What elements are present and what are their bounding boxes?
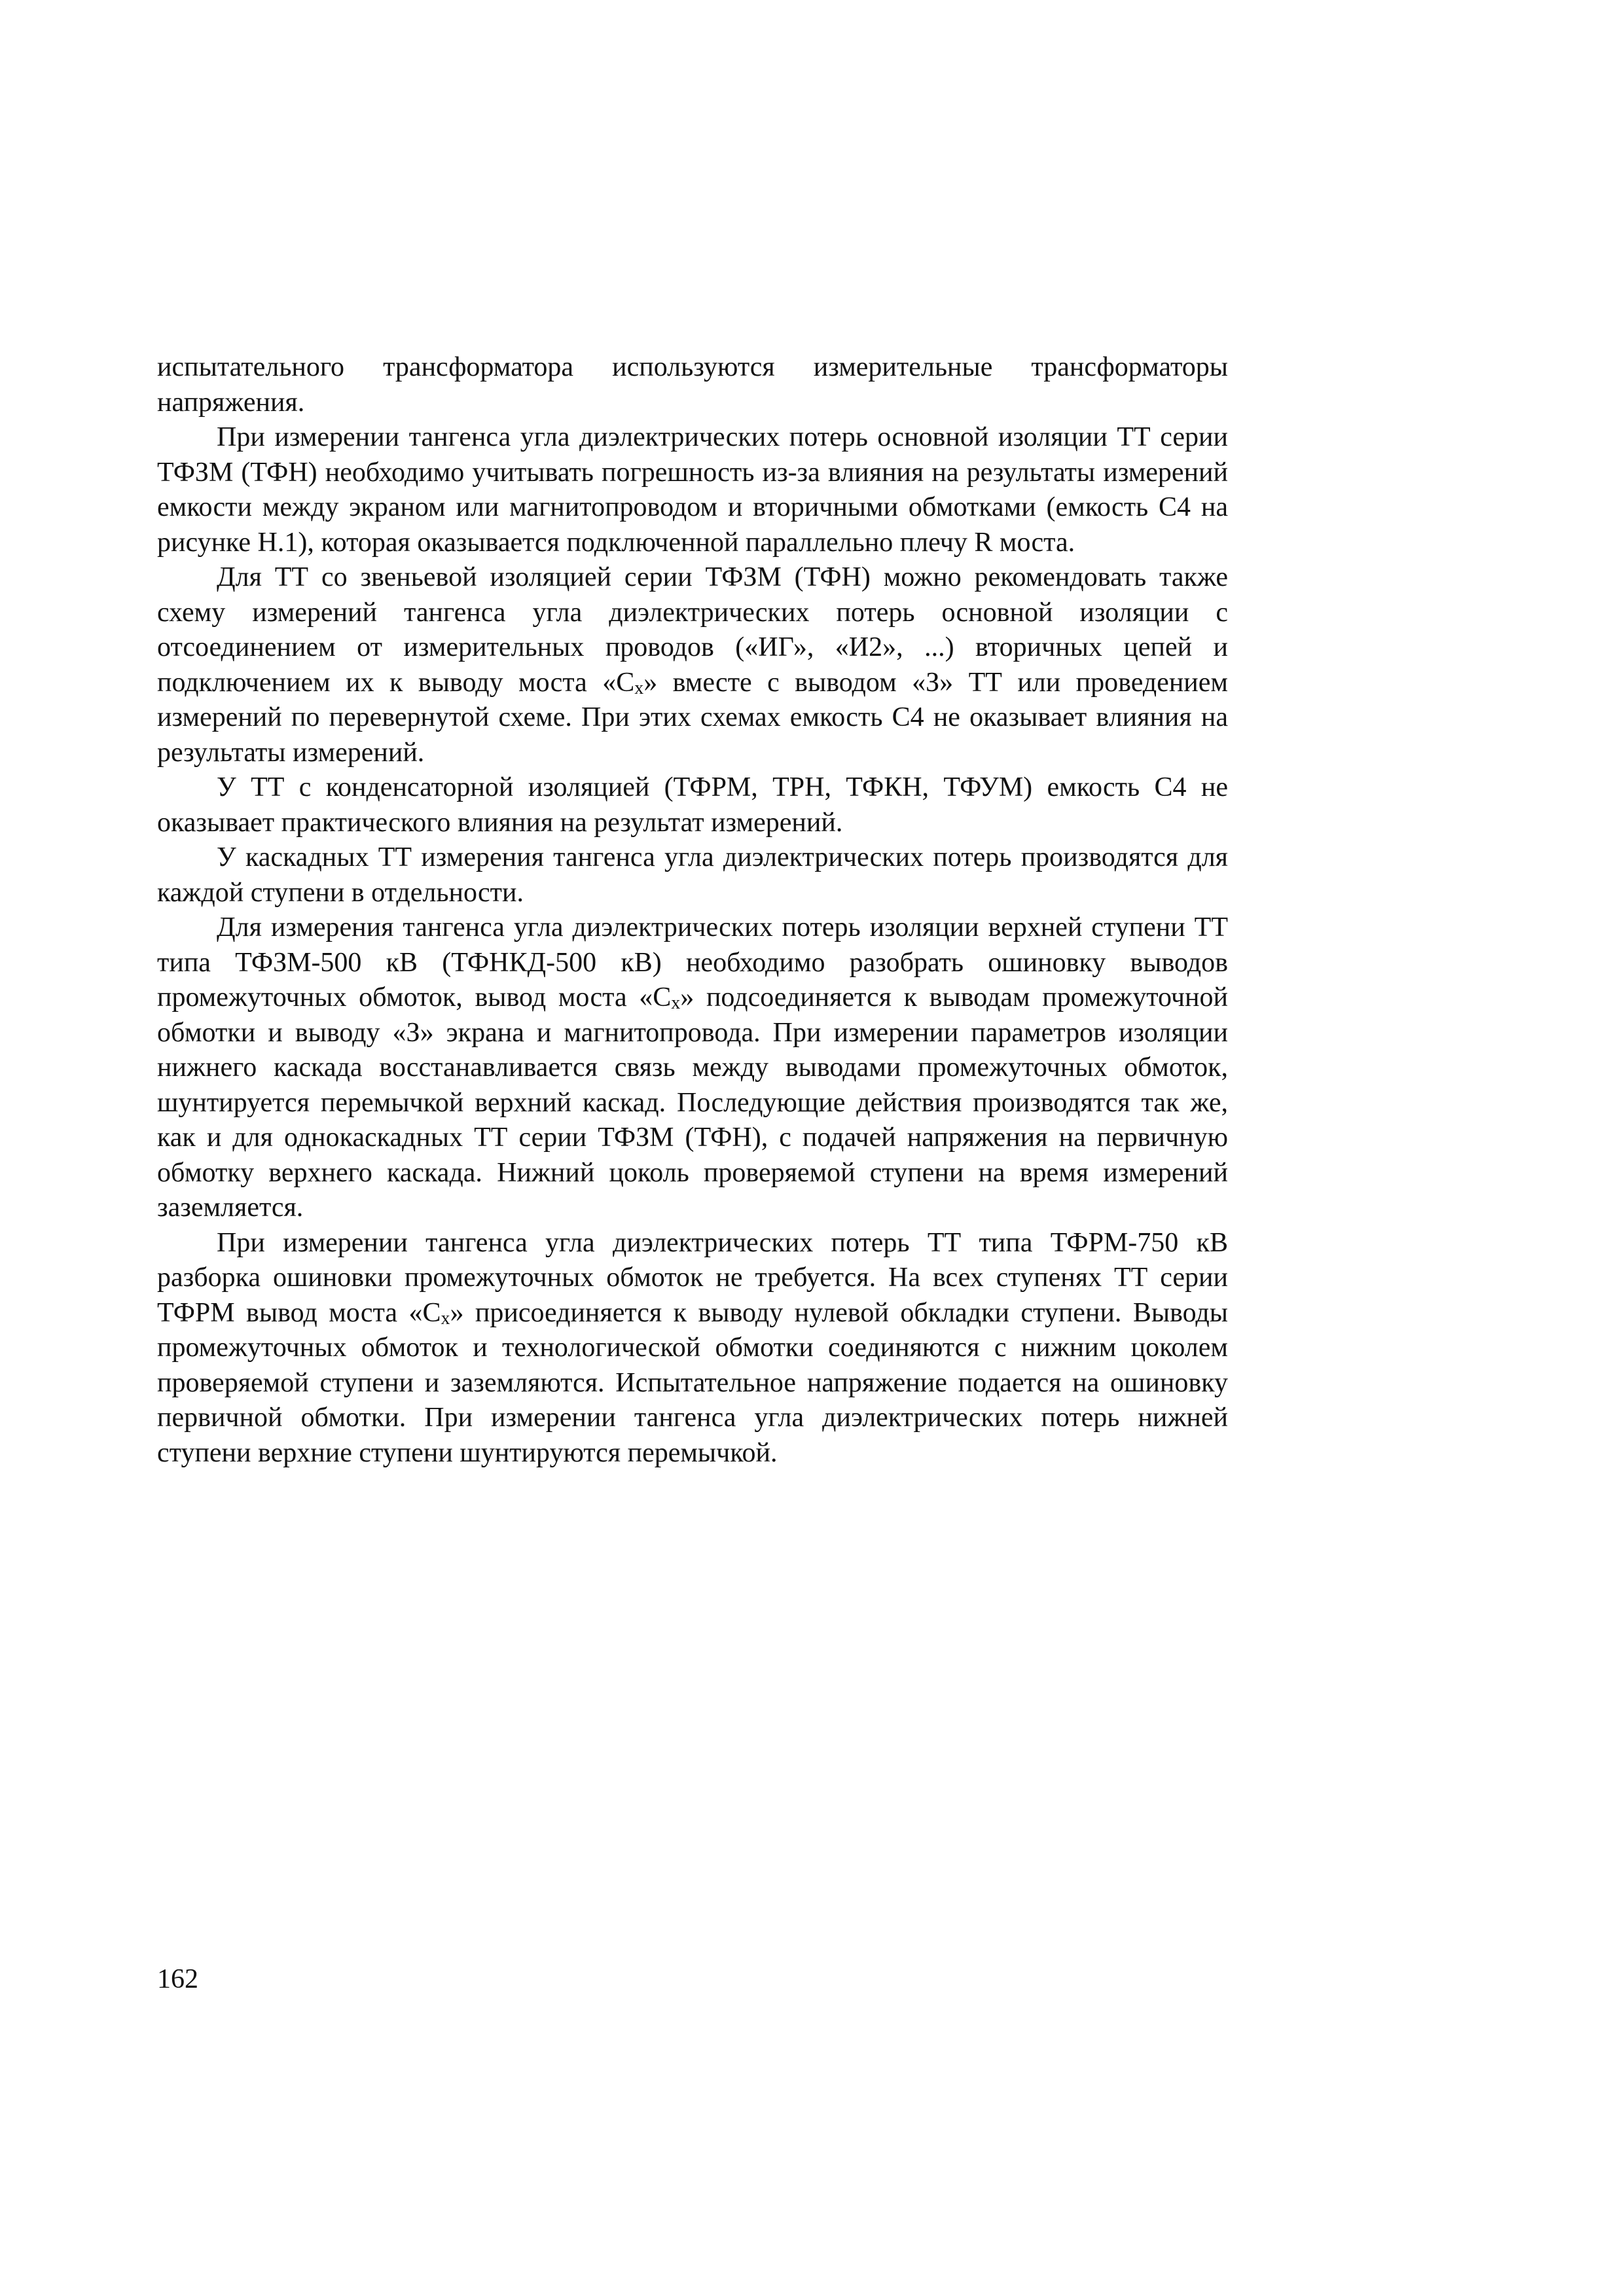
page-body [157,350,1228,1471]
paragraph-text: Для ТТ со звеньевой изоляцией серии ТФЗМ (ТФН) можно рекомендовать также схему измерений тангенса угла диэлектрических потерь основной изоляции с отсоединением от измерительных проводов («ИГ», «И2», ...) вторичных цепей и подключением их к выводу моста «С [157,562,1228,698]
paragraph-4 [157,770,1228,840]
paragraph-text: При измерении тангенса угла диэлектрических потерь основной изоляции ТТ серии ТФЗМ (ТФН) необходимо учитывать погрешность из-за влияния на результаты измерений емкости между экраном или магнитопроводом и вторичными обмотками (емкость С4 на рисунке Н.1), которая оказывается подключенной параллельно плечу R моста. [157,422,1228,558]
paragraph-2 [157,420,1228,560]
paragraph-text: У ТТ с конденсаторной изоляцией (ТФРМ, ТРН, ТФКН, ТФУМ) емкость С4 не оказывает практического влияния на результат измерений. [157,772,1228,838]
paragraph-text: При измерении тангенса угла диэлектрических потерь ТТ типа ТФРМ-750 кВ разборка ошиновки промежуточных обмоток не требуется. На всех ступенях ТТ серии ТФРМ вывод моста «С [157,1227,1228,1328]
paragraph-3 [157,560,1228,770]
subscript: х [671,993,681,1013]
paragraph-1 [157,350,1228,420]
paragraph-6 [157,910,1228,1226]
paragraph-text: Для измерения тангенса угла диэлектрических потерь изоляции верхней ступени ТТ типа ТФЗМ-500 кВ (ТФНКД-500 кВ) необходимо разобрать ошиновку выводов промежуточных обмоток, вывод моста «С [157,912,1228,1013]
paragraph-text: » вместе с выводом «З» ТТ или проведением измерений по перевернутой схеме. При этих схемах емкость С4 не оказывает влияния на результаты измерений. [157,667,1228,768]
subscript: х [441,1308,450,1329]
paragraph-5 [157,840,1228,910]
paragraph-text: испытательного трансформатора используются измерительные трансформаторы напряжения. [157,352,1228,418]
page-number: 162 [157,1964,198,1994]
subscript: х [634,677,644,698]
paragraph-text: » подсоединяется к выводам промежуточной обмотки и выводу «З» экрана и магнитопровода. При измерении параметров изоляции нижнего каскада восстанавливается связь между выводами промежуточных обмоток, шунтируется перемычкой верхний каскад. Последующие действия производятся так же, как и для однокаскадных ТТ серии ТФЗМ (ТФН), с подачей напряжения на первичную обмотку верхнего каскада. Нижний цоколь проверяемой ступени на время измерений заземляется. [157,982,1228,1223]
paragraph-text: » присоединяется к выводу нулевой обкладки ступени. Выводы промежуточных обмоток и технологической обмотки соединяются с нижним цоколем проверяемой ступени и заземляются. Испытательное напряжение подается на ошиновку первичной обмотки. При измерении тангенса угла диэлектрических потерь нижней ступени верхние ступени шунтируются перемычкой. [157,1297,1228,1468]
paragraph-text: У каскадных ТТ измерения тангенса угла диэлектрических потерь производятся для каждой ступени в отдельности. [157,842,1228,908]
paragraph-7 [157,1226,1228,1471]
